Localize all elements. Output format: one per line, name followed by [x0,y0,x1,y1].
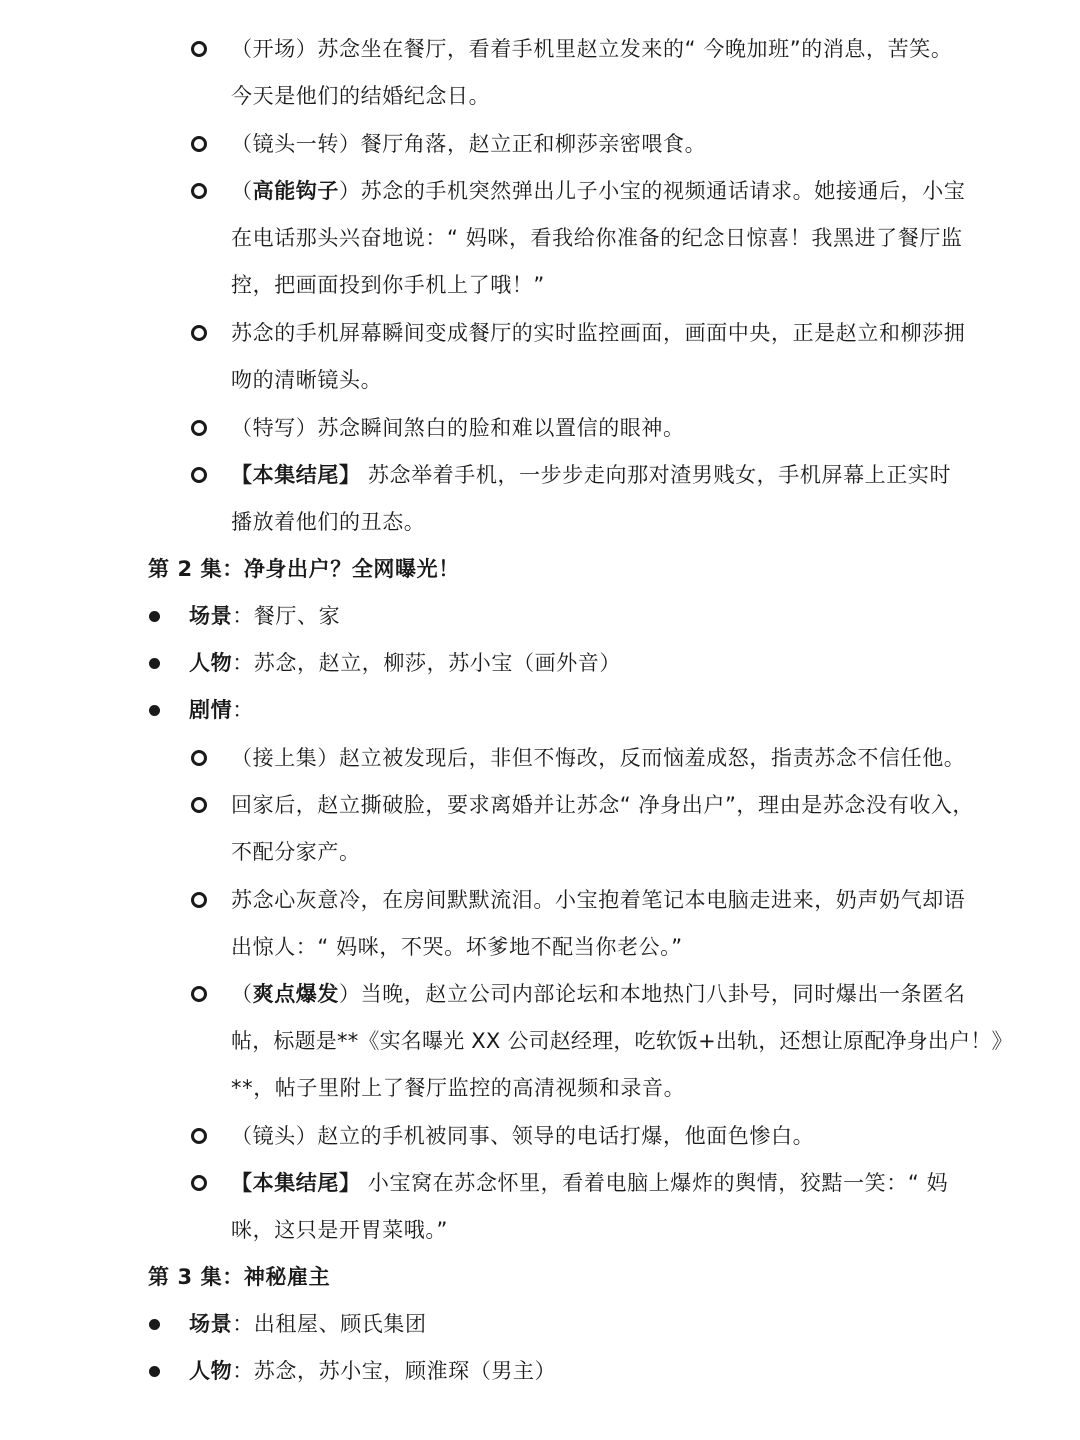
ep2-item2-line1: 回家后，赵立撕破脸，要求离婚并让苏念“ 净身出户”，理由是苏念没有收入， [231,793,975,817]
ep1-item3-line1: （高能钩子）苏念的手机突然弹出儿子小宝的视频通话请求。她接通后，小宝 [231,179,966,203]
ep2-item4-line1: （爽点爆发）当晚，赵立公司内部论坛和本地热门八卦号，同时爆出一条匿名 [231,982,966,1006]
episode-3-title: 第 3 集：神秘雇主 [148,1265,331,1289]
ep2-plot-label: 剧情： [189,698,254,722]
ep3-scene: 场景：出租屋、顾氏集团 [189,1312,427,1336]
circle-bullet-icon [191,136,207,152]
circle-bullet-icon [191,467,207,483]
circle-bullet-icon [191,1175,207,1191]
circle-bullet-icon [191,750,207,766]
ep1-item3-line2: 在电话那头兴奋地说：“ 妈咪，看我给你准备的纪念日惊喜！我黑进了餐厅监 [231,226,963,250]
ep2-item5-line1: （镜头）赵立的手机被同事、领导的电话打爆，他面色惨白。 [231,1124,815,1148]
circle-bullet-icon [191,41,207,57]
ep2-item3-line1: 苏念心灰意冷，在房间默默流泪。小宝抱着笔记本电脑走进来，奶声奶气却语 [231,888,966,912]
ep1-item4-line2: 吻的清晰镜头。 [231,368,383,392]
circle-bullet-icon [191,797,207,813]
circle-bullet-icon [191,183,207,199]
ep1-item1-line1: （开场）苏念坐在餐厅，看着手机里赵立发来的“ 今晚加班”的消息，苦笑。 [231,37,953,61]
ep1-item1-line2: 今天是他们的结婚纪念日。 [231,84,491,108]
ep2-item6-line2: 咪，这只是开胃菜哦。” [231,1218,448,1242]
episode-end-tag: 【本集结尾】 [231,1171,361,1195]
ep3-people: 人物：苏念，苏小宝，顾淮琛（男主） [189,1359,557,1383]
bullet-dot-icon [149,705,160,716]
episode-2-title: 第 2 集：净身出户？全网曝光！ [148,557,460,581]
circle-bullet-icon [191,420,207,436]
bullet-dot-icon [149,1319,160,1330]
circle-bullet-icon [191,1128,207,1144]
bullet-dot-icon [149,658,160,669]
ep2-item1-line1: （接上集）赵立被发现后，非但不悔改，反而恼羞成怒，指责苏念不信任他。 [231,746,966,770]
ep2-item3-line2: 出惊人：“ 妈咪，不哭。坏爹地不配当你老公。” [231,935,683,959]
ep1-item3-line3: 控，把画面投到你手机上了哦！” [231,273,545,297]
ep2-scene: 场景：餐厅、家 [189,604,341,628]
ep1-item6-line1: 【本集结尾】 苏念举着手机，一步步走向那对渣男贱女，手机屏幕上正实时 [231,463,952,487]
bullet-dot-icon [149,1366,160,1377]
ep1-item2-line1: （镜头一转）餐厅角落，赵立正和柳莎亲密喂食。 [231,132,707,156]
bullet-dot-icon [149,611,160,622]
ep2-item2-line2: 不配分家产。 [231,840,361,864]
highlight-tag: 高能钩子 [252,179,340,203]
circle-bullet-icon [191,892,207,908]
ep2-people: 人物：苏念，赵立，柳莎，苏小宝（画外音） [189,651,622,675]
ep1-item4-line1: 苏念的手机屏幕瞬间变成餐厅的实时监控画面，画面中央，正是赵立和柳莎拥 [231,321,966,345]
episode-end-tag: 【本集结尾】 [231,463,361,487]
circle-bullet-icon [191,986,207,1002]
highlight-tag: 爽点爆发 [252,982,340,1006]
ep2-item6-line1: 【本集结尾】 小宝窝在苏念怀里，看着电脑上爆炸的舆情，狡黠一笑：“ 妈 [231,1171,949,1195]
ep1-item6-line2: 播放着他们的丑态。 [231,510,426,534]
ep1-item5-line1: （特写）苏念瞬间煞白的脸和难以置信的眼神。 [231,416,685,440]
ep2-item4-line2: 帖，标题是**《实名曝光 XX 公司赵经理，吃软饭+出轨，还想让原配净身出户！》 [231,1029,1013,1053]
ep2-item4-line3: **，帖子里附上了餐厅监控的高清视频和录音。 [231,1076,686,1100]
circle-bullet-icon [191,325,207,341]
